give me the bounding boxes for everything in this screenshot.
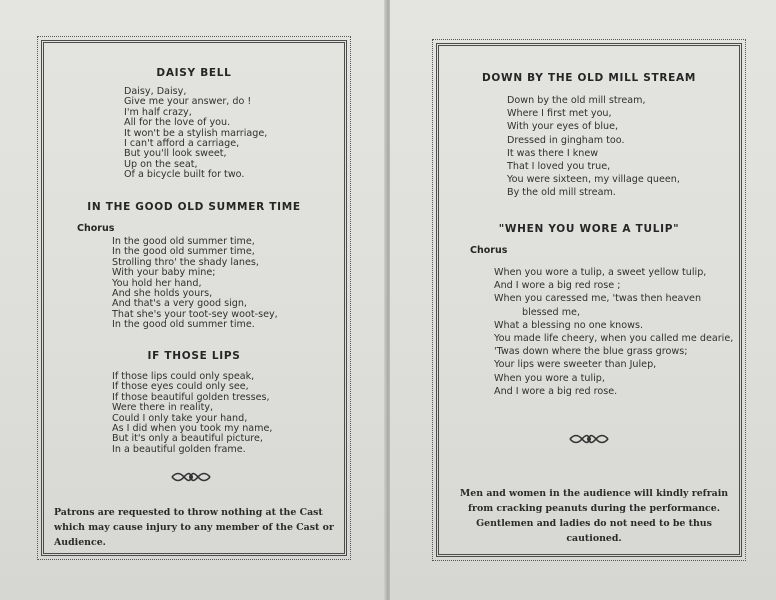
verse-line: You were sixteen, my village queen,	[507, 174, 680, 186]
verse-line: blessed me,	[522, 306, 580, 318]
song-title-old-mill-stream: DOWN BY THE OLD MILL STREAM	[482, 72, 696, 84]
verse-line: Could I only take your hand,	[112, 412, 248, 424]
verse-line: Give me your answer, do !	[124, 96, 252, 108]
verse-daisy-bell	[124, 87, 267, 181]
verse-line: I'm half crazy,	[124, 106, 192, 118]
verse-line: And I wore a big red rose.	[494, 385, 618, 397]
verse-line: Where I first met you,	[507, 108, 612, 120]
verse-line: Dressed in gingham too.	[507, 134, 625, 146]
right-page-border	[436, 43, 742, 557]
verse-line: I can't afford a carriage,	[124, 138, 240, 150]
left-page-border	[41, 40, 347, 556]
verse-line: Were there in reality,	[112, 402, 214, 414]
verse-line: As I did when you took my name,	[112, 423, 273, 435]
verse-line: That I loved you true,	[507, 161, 611, 173]
verse-line: Strolling thro' the shady lanes,	[112, 256, 259, 268]
verse-line: With your baby mine;	[112, 267, 216, 279]
verse-line: Of a bicycle built for two.	[124, 169, 245, 181]
song-title-summer-time: IN THE GOOD OLD SUMMER TIME	[87, 201, 301, 213]
verse-line: You made life cheery, when you called me dearie,	[494, 333, 734, 345]
verse-line: If those lips could only speak,	[112, 371, 255, 382]
chorus-label: Chorus	[470, 245, 508, 256]
verse-line: 'Twas down where the blue grass grows;	[494, 346, 688, 358]
verse-line: You hold her hand,	[112, 277, 202, 289]
verse-line: But you'll look sweet,	[124, 148, 227, 160]
verse-line: And that's a very good sign,	[112, 298, 247, 310]
scroll-ornament-icon	[170, 470, 212, 484]
verse-line: It was there I knew	[507, 147, 599, 159]
verse-line: Up on the seat,	[124, 158, 198, 170]
verse-line: In the good old summer time.	[112, 319, 255, 331]
verse-line: And she holds yours,	[112, 288, 213, 300]
verse-line: It won't be a stylish marriage,	[124, 127, 268, 139]
verse-line: If those beautiful golden tresses,	[112, 391, 270, 403]
verse-line: When you wore a tulip,	[494, 372, 605, 384]
verse-line: In the good old summer time,	[112, 236, 255, 247]
verse-line: With your eyes of blue,	[507, 121, 619, 133]
verse-summer-time	[112, 237, 278, 331]
verse-line: That she's your toot-sey woot-sey,	[112, 308, 278, 320]
verse-if-those-lips	[112, 372, 272, 455]
left-page	[0, 0, 386, 600]
verse-line: By the old mill stream.	[507, 187, 616, 199]
verse-old-mill-stream	[507, 94, 680, 200]
verse-line: If those eyes could only see,	[112, 381, 249, 393]
chorus-label: Chorus	[77, 223, 115, 234]
verse-line: Daisy, Daisy,	[124, 86, 187, 97]
song-title-tulip: "WHEN YOU WORE A TULIP"	[498, 223, 680, 235]
song-title-daisy-bell: DAISY BELL	[156, 67, 232, 79]
verse-line: In the good old summer time,	[112, 246, 255, 258]
song-title-if-those-lips: IF THOSE LIPS	[147, 350, 241, 362]
verse-line: When you caressed me, 'twas then heaven	[494, 293, 702, 305]
audience-notice: Men and women in the audience will kindly refrain from cracking peanuts during the performance. Gentlemen and ladies do not need to be thus cautioned.	[459, 488, 729, 544]
verse-line: But it's only a beautiful picture,	[112, 433, 263, 445]
verse-line: Down by the old mill stream,	[507, 95, 646, 106]
right-page	[390, 0, 776, 600]
verse-line: What a blessing no one knows.	[494, 319, 644, 331]
verse-line: Your lips were sweeter than Julep,	[494, 359, 657, 371]
verse-line: In a beautiful golden frame.	[112, 443, 246, 455]
patrons-notice: Patrons are requested to throw nothing at the Cast which may cause injury to any member of the Cast or Audience.	[54, 507, 334, 548]
verse-tulip	[494, 266, 733, 398]
scroll-ornament-icon	[568, 432, 610, 446]
verse-line: When you wore a tulip, a sweet yellow tulip,	[494, 267, 707, 278]
verse-line: All for the love of you.	[124, 117, 231, 129]
verse-line: And I wore a big red rose ;	[494, 280, 621, 292]
